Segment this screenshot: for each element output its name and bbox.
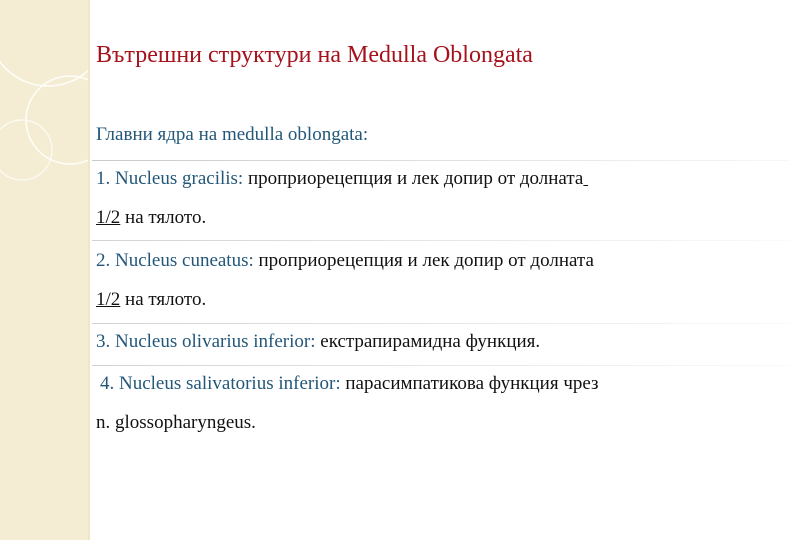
item-term: Nucleus olivarius inferior: <box>115 331 316 352</box>
list-item-1-continuation <box>96 207 206 229</box>
divider <box>92 240 790 241</box>
item-term: Nucleus salivatorius inferior: <box>119 373 341 394</box>
list-item-3 <box>96 331 540 353</box>
divider <box>92 160 790 161</box>
underline-space <box>583 168 588 189</box>
item-text: проприорецепция и лек допир от долната <box>258 250 594 271</box>
list-item-2-continuation <box>96 289 206 311</box>
item-fraction: 1/2 <box>96 207 121 228</box>
item-text: парасимпатикова функция чрез <box>345 373 599 394</box>
slide-title: Вътрешни структури на Medulla Oblongata <box>96 42 533 68</box>
item-number: 1. <box>96 168 111 189</box>
item-fraction: 1/2 <box>96 289 121 310</box>
divider <box>92 365 790 366</box>
item-number: 2. <box>96 250 111 271</box>
item-number: 3. <box>96 331 111 352</box>
list-item-1 <box>96 168 588 190</box>
decorative-circles <box>0 0 88 540</box>
list-item-2 <box>96 250 594 272</box>
item-term: Nucleus gracilis: <box>115 168 244 189</box>
item-term: Nucleus cuneatus: <box>115 250 254 271</box>
list-item-4-continuation <box>96 412 256 434</box>
decorative-sidebar <box>0 0 88 540</box>
item-tail: на тялото. <box>125 207 207 228</box>
item-tail: на тялото. <box>125 289 207 310</box>
slide-subtitle: Главни ядра на medulla oblongata: <box>96 124 369 145</box>
item-number: 4. <box>100 373 115 394</box>
list-item-4 <box>100 373 599 395</box>
sidebar-edge <box>88 0 90 540</box>
item-text: екстрапирамидна функция. <box>320 331 541 352</box>
item-continuation: n. glossopharyngeus. <box>96 412 256 433</box>
divider <box>92 323 790 324</box>
item-text: проприорецепция и лек допир от долната <box>247 168 584 189</box>
